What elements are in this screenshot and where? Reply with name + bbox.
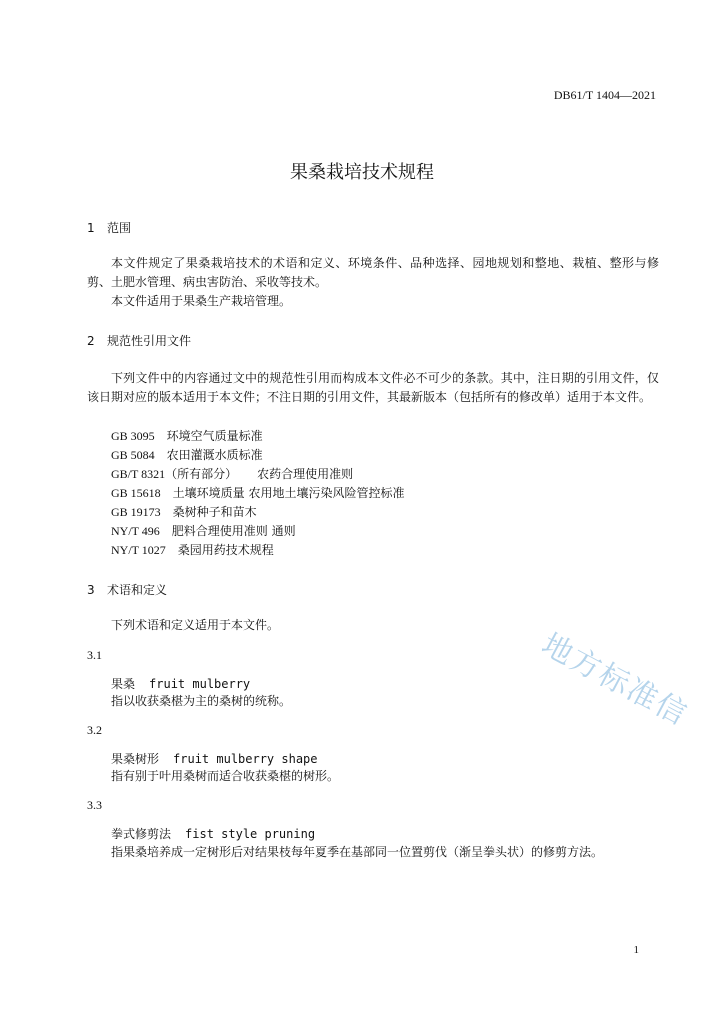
clause-number: 3.2	[87, 723, 102, 737]
reference-item	[111, 484, 405, 503]
reference-code: GB 15618	[111, 486, 161, 500]
reference-item	[111, 503, 257, 522]
section-heading	[87, 332, 191, 349]
reference-title: 农药合理使用准则	[257, 467, 354, 481]
standard-number: DB61/T 1404—2021	[553, 88, 656, 102]
reference-code: NY/T 496	[111, 524, 160, 538]
term-definition: 指果桑培养成一定树形后对结果枝每年夏季在基部同一位置剪伐（渐呈拳头状）的修剪方法。	[111, 845, 604, 859]
watermark-text: 地方标准信	[535, 627, 694, 734]
reference-title: 桑树种子和苗木	[172, 505, 257, 519]
page-number: 1	[633, 944, 639, 956]
reference-title: 农田灌溉水质标准	[166, 448, 263, 462]
paragraph: 本文件规定了果桑栽培技术的术语和定义、环境条件、品种选择、园地规划和整地、栽植、整形与修剪、土肥水管理、病虫害防治、采收等技术。	[87, 256, 659, 289]
term-english: fruit mulberry shape	[173, 752, 318, 766]
paragraph: 本文件适用于果桑生产栽培管理。	[111, 294, 292, 308]
reference-code: NY/T 1027	[111, 543, 166, 557]
term-definition: 指以收获桑椹为主的桑树的统称。	[111, 694, 292, 708]
reference-code: GB 19173	[111, 505, 161, 519]
reference-title: 环境空气质量标准	[166, 429, 263, 443]
term-chinese: 拳式修剪法	[111, 827, 172, 841]
section-number: 1	[87, 221, 95, 235]
section-number: 3	[87, 583, 95, 597]
term-chinese: 果桑树形	[111, 752, 160, 766]
reference-code: GB 5084	[111, 448, 155, 462]
reference-item	[111, 465, 353, 484]
paragraph: 下列文件中的内容通过文中的规范性引用而构成本文件必不可少的条款。其中，注日期的引用文件，仅该日期对应的版本适用于本文件；不注日期的引用文件，其最新版本（包括所有的修改单）适用于本文件。	[87, 371, 659, 404]
term-english: fruit mulberry	[149, 677, 251, 691]
reference-title: 桑园用药技术规程	[177, 543, 274, 557]
section-title: 范围	[107, 221, 132, 235]
reference-code: GB 3095	[111, 429, 155, 443]
section-heading	[87, 581, 167, 598]
section-title: 术语和定义	[107, 583, 168, 597]
reference-title: 土壤环境质量 农用地土壤污染风险管控标准	[172, 486, 405, 500]
clause-number: 3.3	[87, 798, 102, 812]
term-definition: 指有别于叶用桑树而适合收获桑椹的树形。	[111, 769, 340, 783]
reference-code: GB/T 8321（所有部分）	[111, 467, 238, 481]
reference-item	[111, 427, 263, 446]
document-title: 果桑栽培技术规程	[290, 162, 434, 183]
term-entry	[111, 675, 250, 692]
term-entry	[111, 825, 315, 842]
section-number: 2	[87, 334, 95, 348]
section-title: 规范性引用文件	[107, 334, 192, 348]
term-chinese: 果桑	[111, 677, 136, 691]
reference-item	[111, 541, 274, 560]
reference-title: 肥料合理使用准则 通则	[171, 524, 296, 538]
reference-item	[111, 446, 263, 465]
section-heading	[87, 219, 131, 236]
term-english: fist style pruning	[185, 827, 316, 841]
paragraph: 下列术语和定义适用于本文件。	[111, 618, 280, 632]
clause-number: 3.1	[87, 648, 102, 662]
term-entry	[111, 750, 318, 767]
reference-item	[111, 522, 296, 541]
